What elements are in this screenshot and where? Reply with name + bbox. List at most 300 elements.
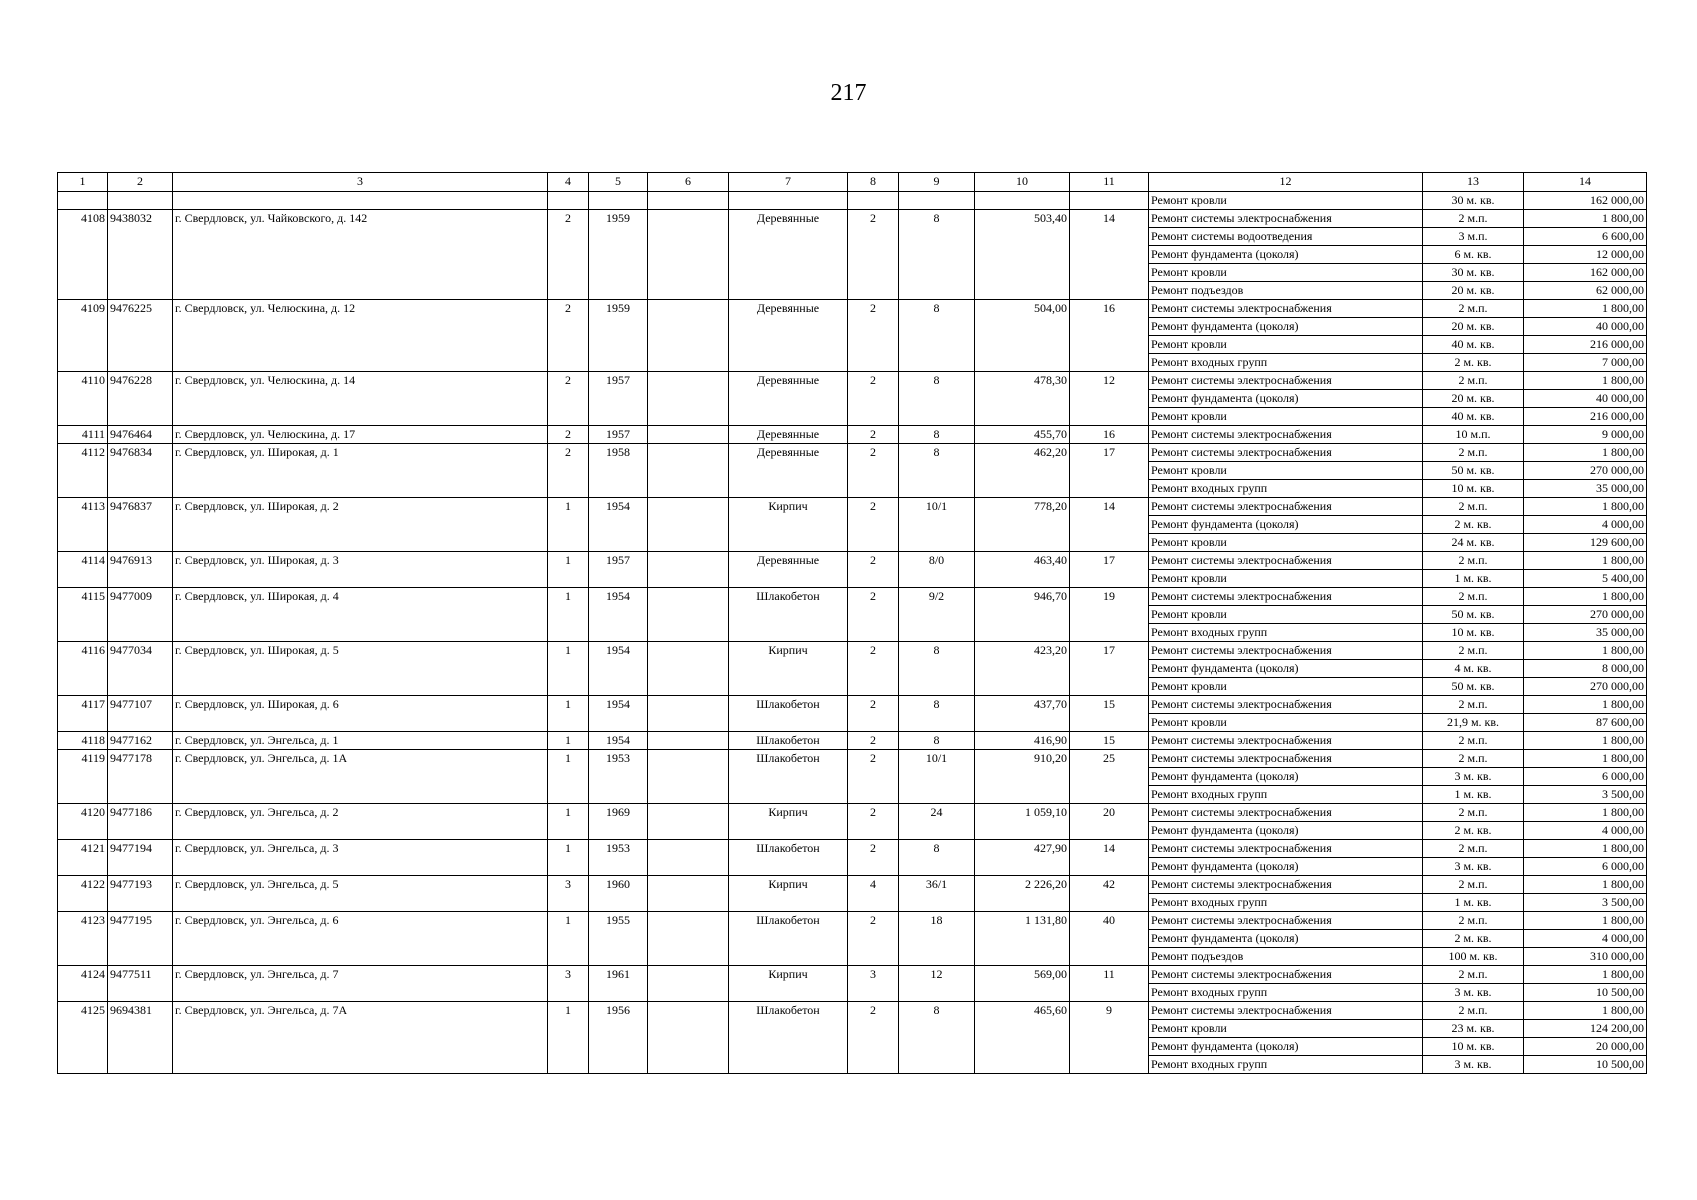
work-type: Ремонт системы электроснабжения (1149, 1002, 1423, 1020)
work-quantity: 20 м. кв. (1423, 390, 1524, 408)
col-8-value: 2 (848, 372, 899, 426)
row-number: 4110 (58, 372, 108, 426)
work-type: Ремонт системы электроснабжения (1149, 732, 1423, 750)
work-type: Ремонт кровли (1149, 264, 1423, 282)
work-type: Ремонт системы электроснабжения (1149, 372, 1423, 390)
construction-year: 1957 (589, 552, 648, 588)
col-11-value: 17 (1070, 642, 1149, 696)
empty-cell (58, 192, 108, 210)
col-8-value: 4 (848, 876, 899, 912)
work-quantity: 50 м. кв. (1423, 606, 1524, 624)
work-type: Ремонт кровли (1149, 408, 1423, 426)
work-type: Ремонт системы электроснабжения (1149, 588, 1423, 606)
table-row (58, 426, 1647, 444)
col-9-value: 8 (899, 732, 975, 750)
work-cost: 1 800,00 (1524, 642, 1647, 660)
work-type: Ремонт входных групп (1149, 354, 1423, 372)
work-cost: 216 000,00 (1524, 336, 1647, 354)
col-11-value: 20 (1070, 804, 1149, 840)
work-cost: 20 000,00 (1524, 1038, 1647, 1056)
construction-year: 1969 (589, 804, 648, 840)
col-4-value: 2 (548, 372, 589, 426)
work-cost: 1 800,00 (1524, 912, 1647, 930)
wall-material: Шлакобетон (729, 840, 848, 876)
empty-cell (648, 192, 729, 210)
building-area: 504,00 (975, 300, 1070, 372)
building-area: 437,70 (975, 696, 1070, 732)
work-quantity: 2 м.п. (1423, 552, 1524, 570)
work-quantity: 1 м. кв. (1423, 570, 1524, 588)
table-row (58, 498, 1647, 516)
building-area: 427,90 (975, 840, 1070, 876)
wall-material: Деревянные (729, 300, 848, 372)
building-address: г. Свердловск, ул. Энгельса, д. 7А (173, 1002, 548, 1074)
work-quantity: 2 м.п. (1423, 1002, 1524, 1020)
wall-material: Кирпич (729, 642, 848, 696)
table-row (58, 210, 1647, 228)
col-8-value: 2 (848, 588, 899, 642)
col-9-value: 8 (899, 840, 975, 876)
work-cost: 1 800,00 (1524, 210, 1647, 228)
work-quantity: 10 м.п. (1423, 426, 1524, 444)
work-cost: 1 800,00 (1524, 444, 1647, 462)
work-cost: 40 000,00 (1524, 318, 1647, 336)
work-type: Ремонт кровли (1149, 606, 1423, 624)
work-type: Ремонт кровли (1149, 336, 1423, 354)
work-cost: 3 500,00 (1524, 894, 1647, 912)
column-header: 7 (729, 173, 848, 192)
wall-material: Шлакобетон (729, 732, 848, 750)
row-number: 4122 (58, 876, 108, 912)
col-4-value: 3 (548, 966, 589, 1002)
building-area: 423,20 (975, 642, 1070, 696)
work-cost: 8 000,00 (1524, 660, 1647, 678)
work-cost: 6 000,00 (1524, 768, 1647, 786)
work-type: Ремонт кровли (1149, 462, 1423, 480)
work-type: Ремонт системы электроснабжения (1149, 642, 1423, 660)
wall-material: Деревянные (729, 444, 848, 498)
col-4-value: 2 (548, 300, 589, 372)
row-number: 4120 (58, 804, 108, 840)
work-quantity: 2 м.п. (1423, 372, 1524, 390)
work-quantity: 24 м. кв. (1423, 534, 1524, 552)
col-4-value: 1 (548, 804, 589, 840)
header-row (58, 173, 1647, 192)
work-quantity: 20 м. кв. (1423, 318, 1524, 336)
work-type: Ремонт системы электроснабжения (1149, 804, 1423, 822)
work-cost: 1 800,00 (1524, 732, 1647, 750)
work-cost: 10 500,00 (1524, 984, 1647, 1002)
building-code: 9694381 (108, 1002, 173, 1074)
col-11-value: 25 (1070, 750, 1149, 804)
work-type: Ремонт системы электроснабжения (1149, 750, 1423, 768)
col-6-value (648, 966, 729, 1002)
building-address: г. Свердловск, ул. Энгельса, д. 6 (173, 912, 548, 966)
work-cost: 1 800,00 (1524, 552, 1647, 570)
table-row (58, 840, 1647, 858)
row-number: 4116 (58, 642, 108, 696)
construction-year: 1959 (589, 210, 648, 300)
wall-material: Деревянные (729, 426, 848, 444)
construction-year: 1953 (589, 840, 648, 876)
work-type: Ремонт кровли (1149, 1020, 1423, 1038)
work-cost: 10 500,00 (1524, 1056, 1647, 1074)
building-code: 9477193 (108, 876, 173, 912)
col-4-value: 3 (548, 876, 589, 912)
work-cost: 9 000,00 (1524, 426, 1647, 444)
row-number: 4119 (58, 750, 108, 804)
col-9-value: 36/1 (899, 876, 975, 912)
wall-material: Кирпич (729, 498, 848, 552)
empty-cell (1070, 192, 1149, 210)
wall-material: Кирпич (729, 966, 848, 1002)
col-6-value (648, 804, 729, 840)
building-area: 569,00 (975, 966, 1070, 1002)
building-code: 9476225 (108, 300, 173, 372)
column-header: 4 (548, 173, 589, 192)
empty-cell (848, 192, 899, 210)
col-11-value: 42 (1070, 876, 1149, 912)
construction-year: 1956 (589, 1002, 648, 1074)
building-code: 9477107 (108, 696, 173, 732)
row-number: 4114 (58, 552, 108, 588)
col-9-value: 8 (899, 210, 975, 300)
building-code: 9476913 (108, 552, 173, 588)
col-11-value: 9 (1070, 1002, 1149, 1074)
col-8-value: 2 (848, 696, 899, 732)
col-11-value: 17 (1070, 444, 1149, 498)
building-code: 9477034 (108, 642, 173, 696)
table-row (58, 1002, 1647, 1020)
work-type: Ремонт системы электроснабжения (1149, 210, 1423, 228)
work-type: Ремонт входных групп (1149, 786, 1423, 804)
work-cost: 162 000,00 (1524, 264, 1647, 282)
col-11-value: 14 (1070, 210, 1149, 300)
table-row (58, 696, 1647, 714)
building-code: 9476837 (108, 498, 173, 552)
col-6-value (648, 426, 729, 444)
wall-material: Деревянные (729, 552, 848, 588)
column-header: 11 (1070, 173, 1149, 192)
table-row (58, 552, 1647, 570)
col-6-value (648, 696, 729, 732)
work-type: Ремонт фундамента (цоколя) (1149, 318, 1423, 336)
column-header: 3 (173, 173, 548, 192)
construction-year: 1954 (589, 642, 648, 696)
construction-year: 1954 (589, 498, 648, 552)
col-9-value: 8 (899, 642, 975, 696)
work-quantity: 6 м. кв. (1423, 246, 1524, 264)
col-8-value: 2 (848, 498, 899, 552)
work-cost: 6 600,00 (1524, 228, 1647, 246)
work-type: Ремонт системы электроснабжения (1149, 876, 1423, 894)
column-header: 9 (899, 173, 975, 192)
empty-cell (729, 192, 848, 210)
row-number: 4111 (58, 426, 108, 444)
col-4-value: 1 (548, 1002, 589, 1074)
col-6-value (648, 750, 729, 804)
work-cost: 1 800,00 (1524, 876, 1647, 894)
work-type: Ремонт кровли (1149, 714, 1423, 732)
work-quantity: 10 м. кв. (1423, 480, 1524, 498)
work-cost: 1 800,00 (1524, 1002, 1647, 1020)
carryover-row (58, 192, 1647, 210)
work-cost: 87 600,00 (1524, 714, 1647, 732)
work-cost: 3 500,00 (1524, 786, 1647, 804)
col-6-value (648, 498, 729, 552)
row-number: 4123 (58, 912, 108, 966)
work-cost: 1 800,00 (1524, 372, 1647, 390)
work-cost: 5 400,00 (1524, 570, 1647, 588)
col-4-value: 2 (548, 210, 589, 300)
column-header: 1 (58, 173, 108, 192)
building-address: г. Свердловск, ул. Широкая, д. 4 (173, 588, 548, 642)
construction-year: 1958 (589, 444, 648, 498)
work-quantity: 2 м.п. (1423, 750, 1524, 768)
col-11-value: 12 (1070, 372, 1149, 426)
work-type: Ремонт системы водоотведения (1149, 228, 1423, 246)
work-quantity: 50 м. кв. (1423, 678, 1524, 696)
row-number: 4125 (58, 1002, 108, 1074)
col-4-value: 1 (548, 912, 589, 966)
work-cost: 270 000,00 (1524, 606, 1647, 624)
row-number: 4121 (58, 840, 108, 876)
col-9-value: 12 (899, 966, 975, 1002)
building-code: 9477511 (108, 966, 173, 1002)
col-6-value (648, 876, 729, 912)
building-address: г. Свердловск, ул. Энгельса, д. 5 (173, 876, 548, 912)
work-cost: 310 000,00 (1524, 948, 1647, 966)
work-quantity: 2 м.п. (1423, 912, 1524, 930)
building-address: г. Свердловск, ул. Широкая, д. 2 (173, 498, 548, 552)
building-area: 910,20 (975, 750, 1070, 804)
col-8-value: 2 (848, 552, 899, 588)
col-8-value: 2 (848, 750, 899, 804)
col-9-value: 10/1 (899, 498, 975, 552)
col-11-value: 16 (1070, 426, 1149, 444)
col-6-value (648, 372, 729, 426)
building-area: 503,40 (975, 210, 1070, 300)
work-type: Ремонт системы электроснабжения (1149, 966, 1423, 984)
work-type: Ремонт фундамента (цоколя) (1149, 246, 1423, 264)
wall-material: Деревянные (729, 372, 848, 426)
table-row (58, 876, 1647, 894)
wall-material: Кирпич (729, 876, 848, 912)
col-4-value: 1 (548, 696, 589, 732)
col-9-value: 8 (899, 300, 975, 372)
col-8-value: 2 (848, 840, 899, 876)
work-quantity: 50 м. кв. (1423, 462, 1524, 480)
building-area: 1 131,80 (975, 912, 1070, 966)
col-6-value (648, 732, 729, 750)
work-type: Ремонт фундамента (цоколя) (1149, 858, 1423, 876)
work-cost: 62 000,00 (1524, 282, 1647, 300)
col-11-value: 15 (1070, 696, 1149, 732)
work-type: Ремонт подъездов (1149, 948, 1423, 966)
col-4-value: 1 (548, 588, 589, 642)
col-4-value: 1 (548, 498, 589, 552)
work-quantity: 3 м.п. (1423, 228, 1524, 246)
table-row (58, 804, 1647, 822)
col-4-value: 1 (548, 750, 589, 804)
work-quantity: 4 м. кв. (1423, 660, 1524, 678)
table-row (58, 300, 1647, 318)
work-cost: 4 000,00 (1524, 930, 1647, 948)
table-row (58, 732, 1647, 750)
building-area: 946,70 (975, 588, 1070, 642)
col-9-value: 9/2 (899, 588, 975, 642)
work-cost: 270 000,00 (1524, 678, 1647, 696)
work-cost: 40 000,00 (1524, 390, 1647, 408)
col-9-value: 8 (899, 444, 975, 498)
work-type: Ремонт фундамента (цоколя) (1149, 1038, 1423, 1056)
work-quantity: 3 м. кв. (1423, 858, 1524, 876)
work-quantity: 2 м.п. (1423, 444, 1524, 462)
col-4-value: 1 (548, 840, 589, 876)
building-code: 9438032 (108, 210, 173, 300)
work-quantity: 2 м. кв. (1423, 354, 1524, 372)
work-type: Ремонт кровли (1149, 570, 1423, 588)
building-area: 2 226,20 (975, 876, 1070, 912)
work-quantity: 2 м.п. (1423, 210, 1524, 228)
construction-year: 1955 (589, 912, 648, 966)
column-header: 12 (1149, 173, 1423, 192)
work-quantity: 2 м. кв. (1423, 822, 1524, 840)
row-number: 4113 (58, 498, 108, 552)
work-type: Ремонт фундамента (цоколя) (1149, 516, 1423, 534)
work-quantity: 40 м. кв. (1423, 408, 1524, 426)
work-quantity: 2 м. кв. (1423, 930, 1524, 948)
building-address: г. Свердловск, ул. Челюскина, д. 14 (173, 372, 548, 426)
col-8-value: 2 (848, 444, 899, 498)
building-address: г. Свердловск, ул. Широкая, д. 6 (173, 696, 548, 732)
col-8-value: 2 (848, 732, 899, 750)
construction-year: 1959 (589, 300, 648, 372)
col-11-value: 19 (1070, 588, 1149, 642)
col-8-value: 2 (848, 426, 899, 444)
building-code: 9477162 (108, 732, 173, 750)
work-cost: 4 000,00 (1524, 822, 1647, 840)
work-type: Ремонт системы электроснабжения (1149, 696, 1423, 714)
col-4-value: 2 (548, 444, 589, 498)
building-address: г. Свердловск, ул. Энгельса, д. 1А (173, 750, 548, 804)
work-type: Ремонт входных групп (1149, 984, 1423, 1002)
page-number: 217 (830, 80, 867, 106)
work-quantity: 3 м. кв. (1423, 984, 1524, 1002)
table-row (58, 444, 1647, 462)
work-quantity: 2 м.п. (1423, 804, 1524, 822)
construction-year: 1954 (589, 732, 648, 750)
building-address: г. Свердловск, ул. Широкая, д. 5 (173, 642, 548, 696)
work-quantity: 2 м.п. (1423, 300, 1524, 318)
wall-material: Шлакобетон (729, 912, 848, 966)
col-11-value: 14 (1070, 840, 1149, 876)
building-address: г. Свердловск, ул. Чайковского, д. 142 (173, 210, 548, 300)
work-type: Ремонт системы электроснабжения (1149, 300, 1423, 318)
building-area: 416,90 (975, 732, 1070, 750)
building-address: г. Свердловск, ул. Энгельса, д. 2 (173, 804, 548, 840)
construction-year: 1957 (589, 426, 648, 444)
building-code: 9477009 (108, 588, 173, 642)
construction-year: 1961 (589, 966, 648, 1002)
building-area: 463,40 (975, 552, 1070, 588)
construction-year: 1954 (589, 588, 648, 642)
work-cost: 7 000,00 (1524, 354, 1647, 372)
wall-material: Шлакобетон (729, 1002, 848, 1074)
building-address: г. Свердловск, ул. Широкая, д. 3 (173, 552, 548, 588)
wall-material: Шлакобетон (729, 750, 848, 804)
col-9-value: 24 (899, 804, 975, 840)
col-11-value: 11 (1070, 966, 1149, 1002)
building-code: 9476464 (108, 426, 173, 444)
building-area: 478,30 (975, 372, 1070, 426)
building-code: 9476834 (108, 444, 173, 498)
col-8-value: 2 (848, 1002, 899, 1074)
col-8-value: 2 (848, 912, 899, 966)
work-type: Ремонт системы электроснабжения (1149, 498, 1423, 516)
work-type: Ремонт входных групп (1149, 624, 1423, 642)
work-quantity: 1 м. кв. (1423, 786, 1524, 804)
work-type: Ремонт кровли (1149, 192, 1423, 210)
col-11-value: 40 (1070, 912, 1149, 966)
column-header: 14 (1524, 173, 1647, 192)
construction-year: 1960 (589, 876, 648, 912)
work-type: Ремонт входных групп (1149, 480, 1423, 498)
wall-material: Деревянные (729, 210, 848, 300)
work-cost: 4 000,00 (1524, 516, 1647, 534)
work-quantity: 20 м. кв. (1423, 282, 1524, 300)
construction-year: 1953 (589, 750, 648, 804)
work-type: Ремонт системы электроснабжения (1149, 912, 1423, 930)
work-cost: 35 000,00 (1524, 480, 1647, 498)
col-6-value (648, 840, 729, 876)
building-code: 9477195 (108, 912, 173, 966)
work-quantity: 2 м.п. (1423, 642, 1524, 660)
table-row (58, 642, 1647, 660)
work-type: Ремонт кровли (1149, 678, 1423, 696)
work-cost: 129 600,00 (1524, 534, 1647, 552)
empty-cell (548, 192, 589, 210)
building-area: 455,70 (975, 426, 1070, 444)
col-9-value: 18 (899, 912, 975, 966)
column-header: 8 (848, 173, 899, 192)
table-body (58, 173, 1647, 1074)
work-type: Ремонт системы электроснабжения (1149, 552, 1423, 570)
work-type: Ремонт системы электроснабжения (1149, 840, 1423, 858)
col-4-value: 1 (548, 642, 589, 696)
work-quantity: 40 м. кв. (1423, 336, 1524, 354)
building-code: 9477178 (108, 750, 173, 804)
col-6-value (648, 444, 729, 498)
col-8-value: 2 (848, 210, 899, 300)
col-9-value: 8 (899, 426, 975, 444)
col-6-value (648, 642, 729, 696)
work-quantity: 2 м.п. (1423, 966, 1524, 984)
col-9-value: 8 (899, 372, 975, 426)
column-header: 13 (1423, 173, 1524, 192)
work-type: Ремонт входных групп (1149, 894, 1423, 912)
col-6-value (648, 912, 729, 966)
work-quantity: 100 м. кв. (1423, 948, 1524, 966)
work-cost: 270 000,00 (1524, 462, 1647, 480)
work-cost: 1 800,00 (1524, 750, 1647, 768)
building-code: 9477194 (108, 840, 173, 876)
wall-material: Шлакобетон (729, 588, 848, 642)
work-quantity: 21,9 м. кв. (1423, 714, 1524, 732)
table-row (58, 372, 1647, 390)
col-8-value: 2 (848, 804, 899, 840)
work-quantity: 10 м. кв. (1423, 1038, 1524, 1056)
